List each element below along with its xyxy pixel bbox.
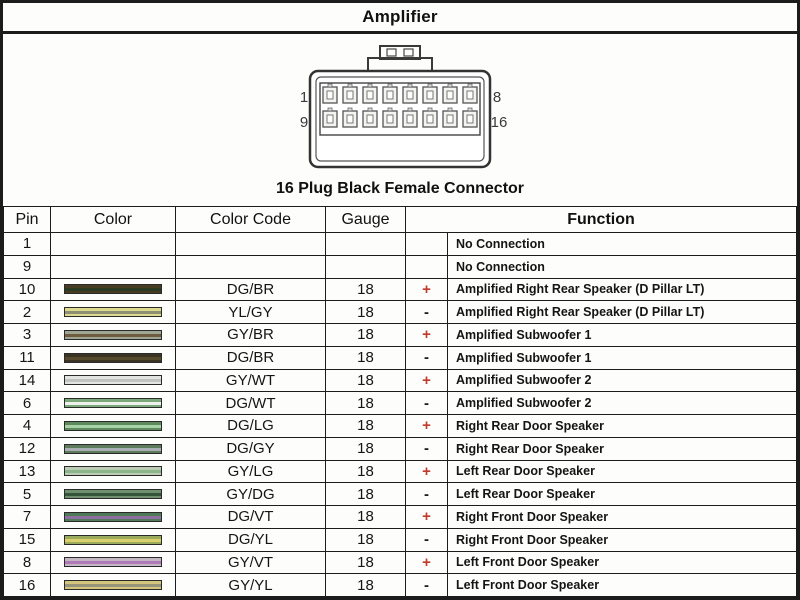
wire-color-cell xyxy=(51,369,176,392)
wire-gauge: 18 xyxy=(326,551,406,574)
pin-notch xyxy=(408,84,412,87)
pin-socket xyxy=(367,91,373,99)
wire-gauge: 18 xyxy=(326,437,406,460)
pin-notch xyxy=(328,108,332,111)
wire-color-swatch xyxy=(64,284,162,294)
wire-color-cell xyxy=(51,301,176,324)
pin-function: Amplified Subwoofer 1 xyxy=(448,346,797,369)
wire-color-code: DG/YL xyxy=(176,528,326,551)
pin-notch xyxy=(448,84,452,87)
polarity: - xyxy=(406,483,448,506)
wire-color-code xyxy=(176,255,326,278)
wire-color-code: GY/DG xyxy=(176,483,326,506)
pin-socket xyxy=(387,115,393,123)
pin-function: Amplified Subwoofer 2 xyxy=(448,369,797,392)
polarity: - xyxy=(406,528,448,551)
pin-number: 10 xyxy=(4,278,51,301)
wire-color-cell xyxy=(51,506,176,529)
wire-stripe xyxy=(65,516,161,519)
wire-color-code: GY/LG xyxy=(176,460,326,483)
polarity: + xyxy=(406,415,448,438)
wire-stripe xyxy=(65,539,161,542)
table-row xyxy=(4,460,797,483)
connector-diagram xyxy=(3,34,797,180)
wire-stripe xyxy=(65,288,161,291)
page-title: Amplifier xyxy=(362,7,438,26)
pin-notch xyxy=(348,84,352,87)
wire-color-swatch xyxy=(64,535,162,545)
wire-color-code: DG/LG xyxy=(176,415,326,438)
table-row xyxy=(4,278,797,301)
pin-notch xyxy=(468,84,472,87)
table-row xyxy=(4,324,797,347)
wire-stripe xyxy=(65,561,161,564)
pin-function: No Connection xyxy=(448,233,797,256)
connector-caption: 16 Plug Black Female Connector xyxy=(275,180,525,197)
table-header-row xyxy=(4,207,797,233)
pin-function: Right Rear Door Speaker xyxy=(448,437,797,460)
wire-gauge: 18 xyxy=(326,528,406,551)
wire-color-cell xyxy=(51,392,176,415)
polarity xyxy=(406,255,448,278)
wire-color-code: GY/YL xyxy=(176,574,326,597)
wire-color-code xyxy=(176,233,326,256)
polarity: + xyxy=(406,278,448,301)
table-row xyxy=(4,255,797,278)
wire-color-cell xyxy=(51,551,176,574)
wire-color-cell xyxy=(51,528,176,551)
pin-function: Right Front Door Speaker xyxy=(448,528,797,551)
pin-function: Left Rear Door Speaker xyxy=(448,460,797,483)
wire-stripe xyxy=(65,357,161,360)
pin-function: Amplified Right Rear Speaker (D Pillar LT) xyxy=(448,301,797,324)
wire-color-swatch xyxy=(64,307,162,317)
polarity: + xyxy=(406,506,448,529)
wire-stripe xyxy=(65,493,161,496)
pin-socket xyxy=(467,115,473,123)
pin-number: 11 xyxy=(4,346,51,369)
pin-socket xyxy=(427,91,433,99)
latch-detail-right xyxy=(404,49,413,56)
wire-color-swatch xyxy=(64,353,162,363)
wire-color-code: GY/BR xyxy=(176,324,326,347)
pin-number: 14 xyxy=(4,369,51,392)
pin-socket xyxy=(367,115,373,123)
wire-gauge: 18 xyxy=(326,415,406,438)
pin-number: 15 xyxy=(4,528,51,551)
polarity xyxy=(406,233,448,256)
pin-function: Left Front Door Speaker xyxy=(448,574,797,597)
wire-gauge xyxy=(326,255,406,278)
wire-color-code: DG/VT xyxy=(176,506,326,529)
pin-function: Amplified Subwoofer 1 xyxy=(448,324,797,347)
polarity: + xyxy=(406,551,448,574)
wire-stripe xyxy=(65,425,161,428)
wire-stripe xyxy=(65,402,161,405)
pin-socket xyxy=(407,115,413,123)
wire-color-cell xyxy=(51,437,176,460)
pin-number: 13 xyxy=(4,460,51,483)
table-row xyxy=(4,369,797,392)
pin-socket xyxy=(467,91,473,99)
wire-color-cell xyxy=(51,483,176,506)
pin-notch xyxy=(368,84,372,87)
pin-number: 2 xyxy=(4,301,51,324)
wire-color-swatch xyxy=(64,580,162,590)
wire-color-cell xyxy=(51,460,176,483)
wire-gauge: 18 xyxy=(326,369,406,392)
wire-color-cell xyxy=(51,574,176,597)
header-color: Color xyxy=(51,207,176,233)
pin-function: Amplified Subwoofer 2 xyxy=(448,392,797,415)
table-row xyxy=(4,483,797,506)
pin-socket xyxy=(327,115,333,123)
wire-color-code: GY/WT xyxy=(176,369,326,392)
table-body xyxy=(4,233,797,597)
pin-function: Left Rear Door Speaker xyxy=(448,483,797,506)
pin-notch xyxy=(328,84,332,87)
polarity: - xyxy=(406,392,448,415)
wire-gauge: 18 xyxy=(326,346,406,369)
wire-stripe xyxy=(65,311,161,314)
table-row xyxy=(4,528,797,551)
pin-function: Amplified Right Rear Speaker (D Pillar LT) xyxy=(448,278,797,301)
connector-illustration xyxy=(280,41,520,173)
wire-gauge: 18 xyxy=(326,324,406,347)
pin-socket xyxy=(427,115,433,123)
pinout-table-wrap xyxy=(3,206,797,597)
polarity: + xyxy=(406,460,448,483)
pin-notch xyxy=(448,108,452,111)
pin-socket xyxy=(447,91,453,99)
wire-gauge: 18 xyxy=(326,278,406,301)
pin-function: No Connection xyxy=(448,255,797,278)
wire-color-swatch xyxy=(64,466,162,476)
pin-socket xyxy=(327,91,333,99)
wire-color-cell xyxy=(51,346,176,369)
wire-color-swatch xyxy=(64,489,162,499)
polarity: - xyxy=(406,346,448,369)
wire-color-swatch xyxy=(64,557,162,567)
table-row xyxy=(4,301,797,324)
wire-color-swatch xyxy=(64,512,162,522)
pin-number: 8 xyxy=(4,551,51,574)
wire-color-cell xyxy=(51,278,176,301)
pin-notch xyxy=(348,108,352,111)
wire-stripe xyxy=(65,379,161,382)
table-row xyxy=(4,233,797,256)
wire-color-code: DG/BR xyxy=(176,346,326,369)
pin-number: 3 xyxy=(4,324,51,347)
latch-detail-left xyxy=(387,49,396,56)
wire-gauge: 18 xyxy=(326,392,406,415)
polarity: + xyxy=(406,324,448,347)
pin-function: Right Front Door Speaker xyxy=(448,506,797,529)
title-band xyxy=(3,3,797,34)
pin-number: 7 xyxy=(4,506,51,529)
pin-label-top-left: 1 xyxy=(299,89,309,106)
pin-number: 12 xyxy=(4,437,51,460)
pin-function: Left Front Door Speaker xyxy=(448,551,797,574)
wire-color-cell xyxy=(51,324,176,347)
wire-color-code: DG/WT xyxy=(176,392,326,415)
wire-gauge xyxy=(326,233,406,256)
pinout-table xyxy=(3,206,797,597)
wire-color-code: DG/GY xyxy=(176,437,326,460)
wire-color-cell xyxy=(51,415,176,438)
pin-notch xyxy=(368,108,372,111)
table-row xyxy=(4,574,797,597)
polarity: - xyxy=(406,301,448,324)
table-row xyxy=(4,506,797,529)
wire-color-swatch xyxy=(64,444,162,454)
wire-gauge: 18 xyxy=(326,460,406,483)
table-row xyxy=(4,346,797,369)
pin-function: Right Rear Door Speaker xyxy=(448,415,797,438)
pin-socket xyxy=(387,91,393,99)
header-pin: Pin xyxy=(4,207,51,233)
polarity: - xyxy=(406,574,448,597)
pin-label-bottom-right: 16 xyxy=(490,114,508,131)
header-gauge: Gauge xyxy=(326,207,406,233)
wire-stripe xyxy=(65,334,161,337)
wire-color-code: GY/VT xyxy=(176,551,326,574)
table-row xyxy=(4,437,797,460)
pin-number: 6 xyxy=(4,392,51,415)
wire-color-swatch xyxy=(64,398,162,408)
pin-socket xyxy=(407,91,413,99)
wire-gauge: 18 xyxy=(326,301,406,324)
wire-color-cell xyxy=(51,233,176,256)
pin-number: 5 xyxy=(4,483,51,506)
pin-number: 9 xyxy=(4,255,51,278)
header-color-code: Color Code xyxy=(176,207,326,233)
table-row xyxy=(4,392,797,415)
wire-gauge: 18 xyxy=(326,574,406,597)
wire-color-code: DG/BR xyxy=(176,278,326,301)
pin-notch xyxy=(408,108,412,111)
wire-stripe xyxy=(65,584,161,587)
wire-color-code: YL/GY xyxy=(176,301,326,324)
pin-socket xyxy=(347,91,353,99)
polarity: + xyxy=(406,369,448,392)
pin-number: 4 xyxy=(4,415,51,438)
wire-color-swatch xyxy=(64,330,162,340)
pin-notch xyxy=(388,84,392,87)
table-row xyxy=(4,415,797,438)
pin-label-bottom-left: 9 xyxy=(299,114,309,131)
pin-notch xyxy=(468,108,472,111)
pin-socket xyxy=(347,115,353,123)
pin-label-top-right: 8 xyxy=(492,89,502,106)
wire-stripe xyxy=(65,470,161,473)
wire-gauge: 18 xyxy=(326,483,406,506)
pin-notch xyxy=(428,84,432,87)
pin-socket xyxy=(447,115,453,123)
header-function: Function xyxy=(406,207,797,233)
polarity: - xyxy=(406,437,448,460)
pin-notch xyxy=(388,108,392,111)
table-row xyxy=(4,551,797,574)
wire-stripe xyxy=(65,448,161,451)
pin-number: 1 xyxy=(4,233,51,256)
pin-notch xyxy=(428,108,432,111)
wire-color-cell xyxy=(51,255,176,278)
wire-color-swatch xyxy=(64,375,162,385)
pin-number: 16 xyxy=(4,574,51,597)
wire-color-swatch xyxy=(64,421,162,431)
wire-gauge: 18 xyxy=(326,506,406,529)
